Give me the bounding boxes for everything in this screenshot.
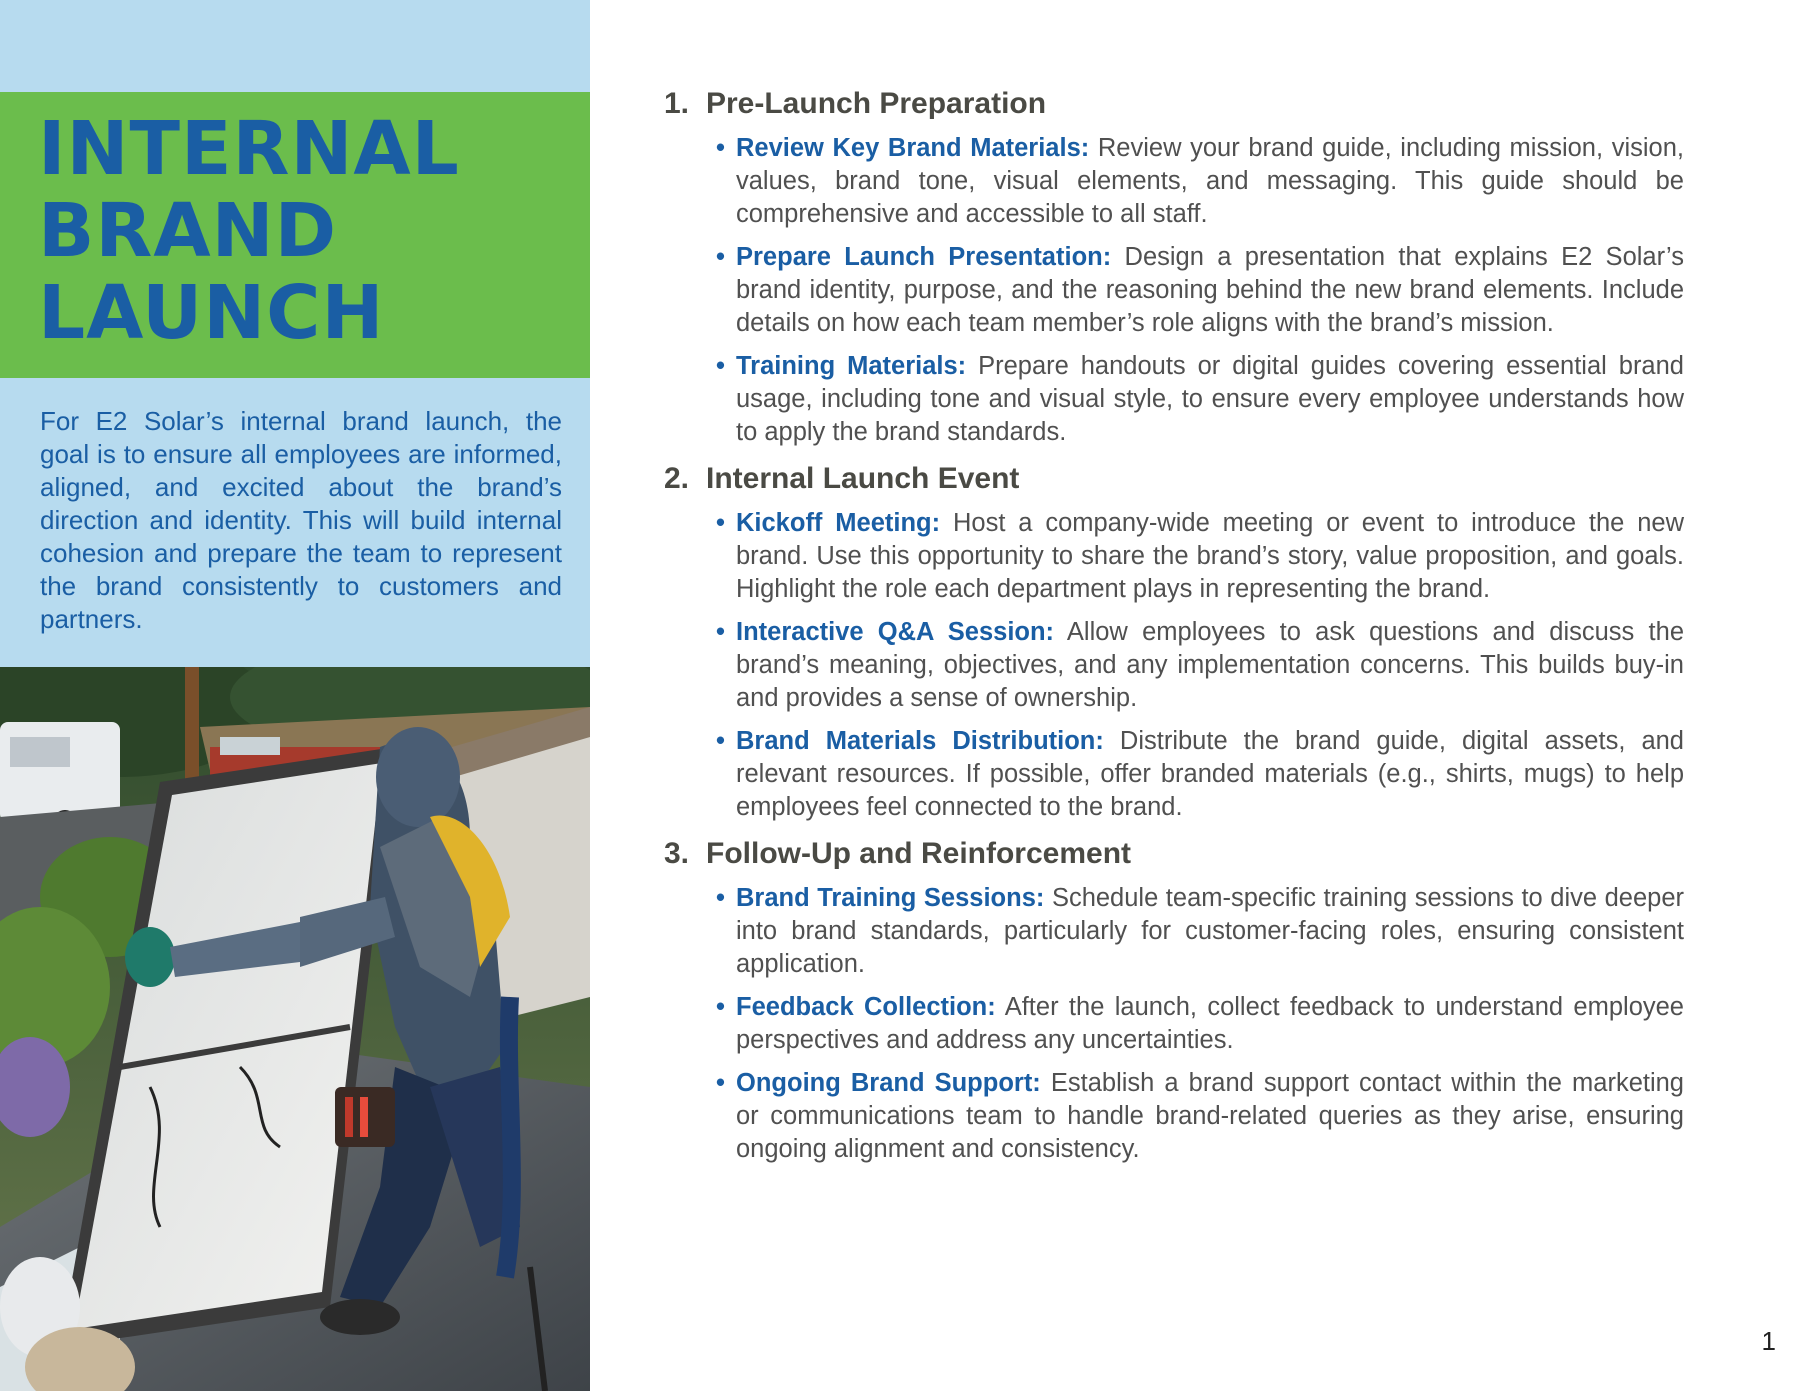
bullet-list: [664, 132, 1684, 449]
section-heading: [664, 834, 1684, 874]
section-number: 1.: [664, 87, 690, 120]
list-item: [664, 882, 1684, 981]
item-text: Schedule team-specific training sessions to dive deeper into brand standards, particularly for customer-facing roles, ensuring consistent application.: [736, 884, 1684, 978]
list-item: [664, 1067, 1684, 1166]
section-title: Internal Launch Event: [706, 462, 1020, 495]
item-label: Kickoff Meeting:: [736, 509, 941, 537]
bullet-icon: •: [716, 509, 725, 537]
section-number: 2.: [664, 462, 690, 495]
bullet-icon: •: [716, 727, 725, 755]
bullet-icon: •: [716, 884, 725, 912]
section-title: Follow-Up and Reinforcement: [706, 837, 1132, 870]
list-item: [664, 507, 1684, 606]
left-sidebar: [0, 0, 590, 1391]
section-heading: [664, 459, 1684, 499]
bullet-icon: •: [716, 243, 725, 271]
bullet-list: [664, 507, 1684, 824]
bullet-icon: •: [716, 1069, 725, 1097]
title-line-1: INTERNAL: [38, 106, 460, 192]
item-label: Review Key Brand Materials:: [736, 134, 1090, 162]
item-label: Brand Training Sessions:: [736, 884, 1045, 912]
bullet-icon: •: [716, 134, 725, 162]
list-item: [664, 616, 1684, 715]
item-text: Allow employees to ask questions and discuss the brand’s meaning, objectives, and any implementation concerns. This builds buy-in and provides a sense of ownership.: [736, 618, 1684, 712]
item-label: Brand Materials Distribution:: [736, 727, 1104, 755]
section-title: Pre-Launch Preparation: [706, 87, 1047, 120]
section-launch-event: [664, 459, 1684, 824]
item-label: Prepare Launch Presentation:: [736, 243, 1112, 271]
item-text: Distribute the brand guide, digital assets, and relevant resources. If possible, offer branded materials (e.g., shirts, mugs) to help employees feel connected to the brand.: [736, 727, 1684, 821]
list-item: [664, 350, 1684, 449]
item-label: Training Materials:: [736, 352, 967, 380]
section-follow-up: [664, 834, 1684, 1166]
bullet-icon: •: [716, 352, 725, 380]
item-text: After the launch, collect feedback to understand employee perspectives and address any uncertainties.: [736, 993, 1684, 1054]
item-text: Prepare handouts or digital guides covering essential brand usage, including tone and visual style, to ensure every employee understands how to apply the brand standards.: [736, 352, 1684, 446]
item-text: Host a company-wide meeting or event to introduce the new brand. Use this opportunity to share the brand’s story, value proposition, and goals. Highlight the role each department plays in representing the brand.: [736, 509, 1684, 603]
title-line-2: BRAND: [38, 188, 338, 274]
solar-installer-photo: [0, 667, 590, 1391]
item-label: Feedback Collection:: [736, 993, 996, 1021]
item-text: Review your brand guide, including mission, vision, values, brand tone, visual elements, and messaging. This guide should be comprehensive and accessible to all staff.: [736, 134, 1684, 228]
section-number: 3.: [664, 837, 690, 870]
section-heading: [664, 84, 1684, 124]
intro-paragraph: For E2 Solar’s internal brand launch, the goal is to ensure all employees are informed, aligned, and excited about the brand’s direction and identity. This will build internal cohesion and prepare the team to represent the brand consistently to customers and partners.: [40, 406, 562, 634]
item-text: Design a presentation that explains E2 Solar’s brand identity, purpose, and the reasoning behind the new brand elements. Include details on how each team member’s role aligns with the brand’s mission.: [736, 243, 1684, 337]
list-item: [664, 132, 1684, 231]
bullet-icon: •: [716, 993, 725, 1021]
page-title: [38, 108, 578, 354]
content-column: [664, 84, 1684, 1176]
list-item: [664, 725, 1684, 824]
bullet-list: [664, 882, 1684, 1166]
list-item: [664, 991, 1684, 1057]
item-text: Establish a brand support contact within the marketing or communications team to handle brand-related queries as they arise, ensuring ongoing alignment and consistency.: [736, 1069, 1684, 1163]
title-line-3: LAUNCH: [38, 270, 385, 356]
section-pre-launch: [664, 84, 1684, 449]
page-number: 1: [1761, 1326, 1776, 1356]
list-item: [664, 241, 1684, 340]
bullet-icon: •: [716, 618, 725, 646]
item-label: Interactive Q&A Session:: [736, 618, 1055, 646]
item-label: Ongoing Brand Support:: [736, 1069, 1041, 1097]
